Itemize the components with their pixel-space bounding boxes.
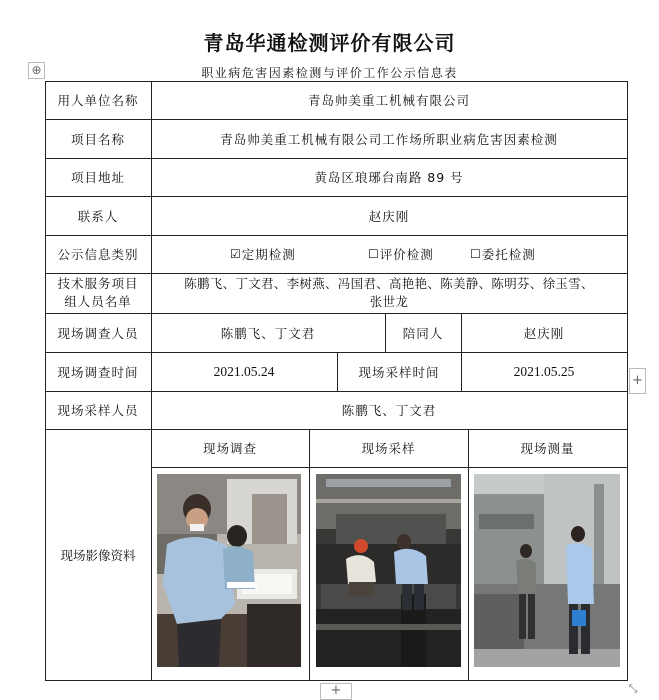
survey-staff-label: 现场调查人员 (57, 325, 139, 341)
category-evaluation-label: 评价检测 (379, 247, 434, 262)
contact-value: 赵庆刚 (368, 208, 410, 224)
category-entrusted[interactable] (470, 235, 560, 273)
address-value: 黄岛区琅琊台南路 89 号 (314, 170, 464, 185)
sampling-time-label: 现场采样时间 (358, 364, 440, 380)
category-entrusted-label: 委托检测 (481, 247, 536, 262)
sampling-staff-value: 陈鹏飞、丁文君 (341, 403, 437, 418)
team-members-line1: 陈鹏飞、丁文君、李树燕、冯国君、高艳艳、陈美静、陈明芬、徐玉雪、 (184, 276, 594, 291)
site-survey-photo (157, 474, 301, 667)
team-members-line2: 张世龙 (369, 294, 409, 309)
unchecked-box-icon[interactable]: ☐ (368, 247, 380, 261)
survey-time-value: 2021.05.24 (213, 363, 275, 379)
contact-label: 联系人 (77, 208, 119, 224)
employer-label: 用人单位名称 (57, 93, 139, 108)
add-row-button[interactable]: + (320, 683, 352, 700)
site-measurement-photo (474, 474, 620, 667)
accompany-value: 赵庆刚 (523, 325, 565, 341)
site-sampling-photo (316, 474, 461, 667)
survey-time-label: 现场调查时间 (57, 364, 139, 380)
sampling-staff-label: 现场采样人员 (57, 403, 139, 418)
team-label (45, 273, 151, 313)
sampling-time-value: 2021.05.25 (513, 363, 575, 379)
project-value: 青岛帅美重工机械有限公司工作场所职业病危害因素检测 (220, 131, 558, 147)
category-regular[interactable] (230, 235, 320, 273)
project-label: 项目名称 (70, 131, 125, 147)
image-header-survey: 现场调查 (202, 441, 257, 456)
address-label: 项目地址 (70, 170, 125, 185)
employer-value: 青岛帅美重工机械有限公司 (307, 93, 470, 108)
company-title: 青岛华通检测评价有限公司 (203, 31, 456, 55)
table-resize-icon[interactable]: ⤡ (628, 682, 638, 695)
image-header-measurement: 现场测量 (520, 441, 575, 456)
checked-box-icon[interactable]: ☑ (230, 247, 242, 261)
accompany-label: 陪同人 (402, 325, 444, 341)
team-label-line2: 组人员名单 (64, 294, 132, 309)
category-regular-label: 定期检测 (241, 247, 296, 262)
survey-staff-value: 陈鹏飞、丁文君 (220, 325, 316, 341)
images-label: 现场影像资料 (60, 547, 136, 563)
category-label: 公示信息类别 (57, 247, 139, 262)
team-members (151, 273, 627, 313)
image-header-sampling: 现场采样 (361, 441, 416, 456)
form-subtitle: 职业病危害因素检测与评价工作公示信息表 (201, 66, 458, 80)
table-move-handle-icon[interactable]: ⊕ (28, 62, 45, 79)
add-column-button[interactable]: + (629, 368, 646, 394)
unchecked-box-icon[interactable]: ☐ (470, 247, 482, 261)
team-label-line1: 技术服务项目 (57, 276, 139, 291)
category-evaluation[interactable] (368, 235, 458, 273)
